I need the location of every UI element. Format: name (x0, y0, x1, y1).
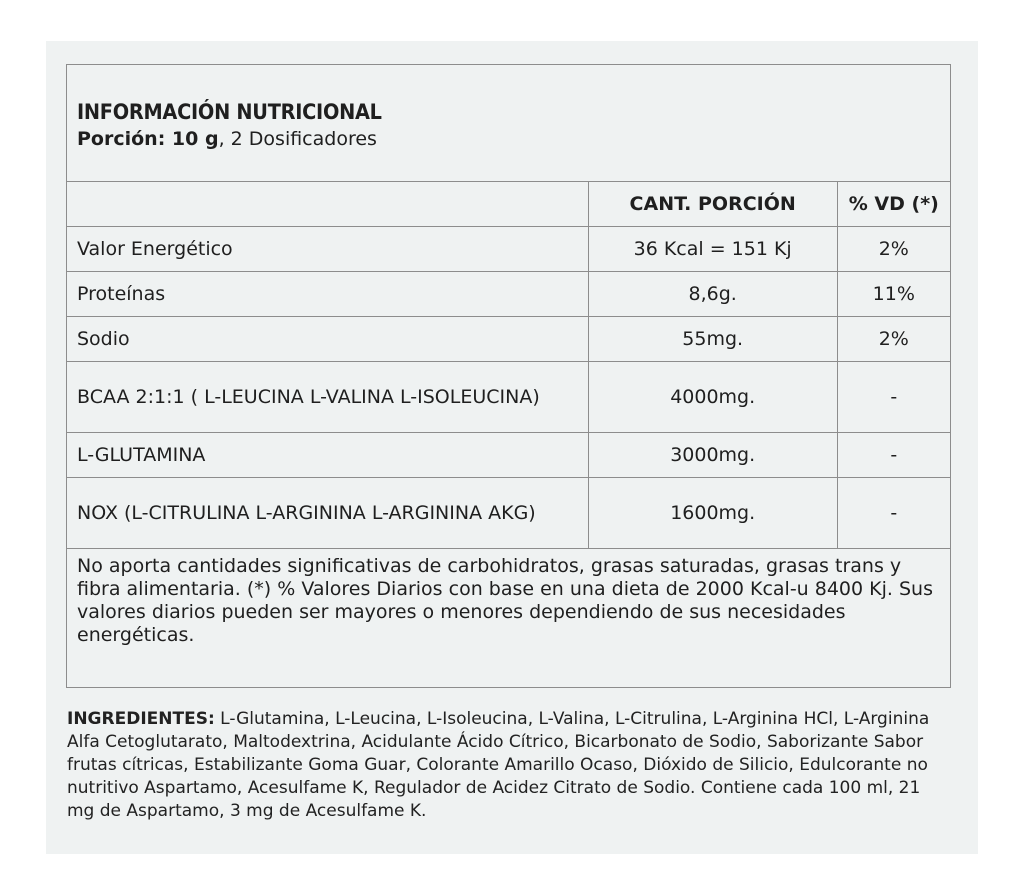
nutrition-table (66, 64, 951, 688)
nutrient-vd: - (837, 433, 950, 478)
portion-info (77, 127, 940, 151)
column-header-amount: CANT. PORCIÓN (588, 182, 837, 227)
column-header-vd: % VD (*) (837, 182, 950, 227)
nutrient-name: Valor Energético (67, 227, 589, 272)
table-row (67, 433, 951, 478)
ingredients-block (67, 708, 947, 823)
table-row (67, 362, 951, 433)
column-header-name (67, 182, 589, 227)
nutrient-vd: 11% (837, 272, 950, 317)
nutrient-amount: 8,6g. (588, 272, 837, 317)
nutrient-amount: 55mg. (588, 317, 837, 362)
nutrient-vd: 2% (837, 227, 950, 272)
nutrient-vd: - (837, 362, 950, 433)
nutrient-name: L-GLUTAMINA (67, 433, 589, 478)
nutrient-name: BCAA 2:1:1 ( L-LEUCINA L-VALINA L-ISOLEUCINA) (67, 362, 589, 433)
nutrient-name: NOX (L-CITRULINA L-ARGININA L-ARGININA AKG) (67, 478, 589, 549)
nutrient-amount: 4000mg. (588, 362, 837, 433)
nutrient-vd: - (837, 478, 950, 549)
ingredients-text: L-Glutamina, L-Leucina, L-Isoleucina, L-Valina, L-Citrulina, L-Arginina HCl, L-Arginina Alfa Cetoglutarato, Maltodextrina, Acidulante Ácido Cítrico, Bicarbonato de Sodio, Saborizante Sabor frutas cítricas, Estabilizante Goma Guar, Colorante Amarillo Ocaso, Dióxido de Silicio, Edulcorante no nutritivo Aspartamo, Acesulfame K, Regulador de Acidez Citrato de Sodio. Contiene cada 100 ml, 21 mg de Aspartamo, 3 mg de Acesulfame K. (67, 709, 930, 821)
table-row (67, 272, 951, 317)
nutrition-title: INFORMACIÓN NUTRICIONAL (77, 100, 382, 124)
table-row (67, 478, 951, 549)
nutrient-amount: 3000mg. (588, 433, 837, 478)
portion-rest: , 2 Dosificadores (218, 128, 377, 150)
nutrient-vd: 2% (837, 317, 950, 362)
nutrition-footnote: No aporta cantidades significativas de carbohidratos, grasas saturadas, grasas trans y fibra alimentaria. (*) % Valores Diarios con base en una dieta de 2000 Kcal-u 8400 Kj. Sus valores diarios pueden ser mayores o menores dependiendo de sus necesidades energéticas. (67, 549, 951, 688)
column-header-row (67, 182, 951, 227)
portion-label: Porción: 10 g (77, 128, 219, 150)
nutrition-header (67, 65, 951, 182)
table-row (67, 227, 951, 272)
nutrient-name: Proteínas (67, 272, 589, 317)
nutrient-name: Sodio (67, 317, 589, 362)
table-row (67, 317, 951, 362)
nutrient-amount: 36 Kcal = 151 Kj (588, 227, 837, 272)
nutrient-amount: 1600mg. (588, 478, 837, 549)
ingredients-label: INGREDIENTES: (67, 709, 215, 729)
